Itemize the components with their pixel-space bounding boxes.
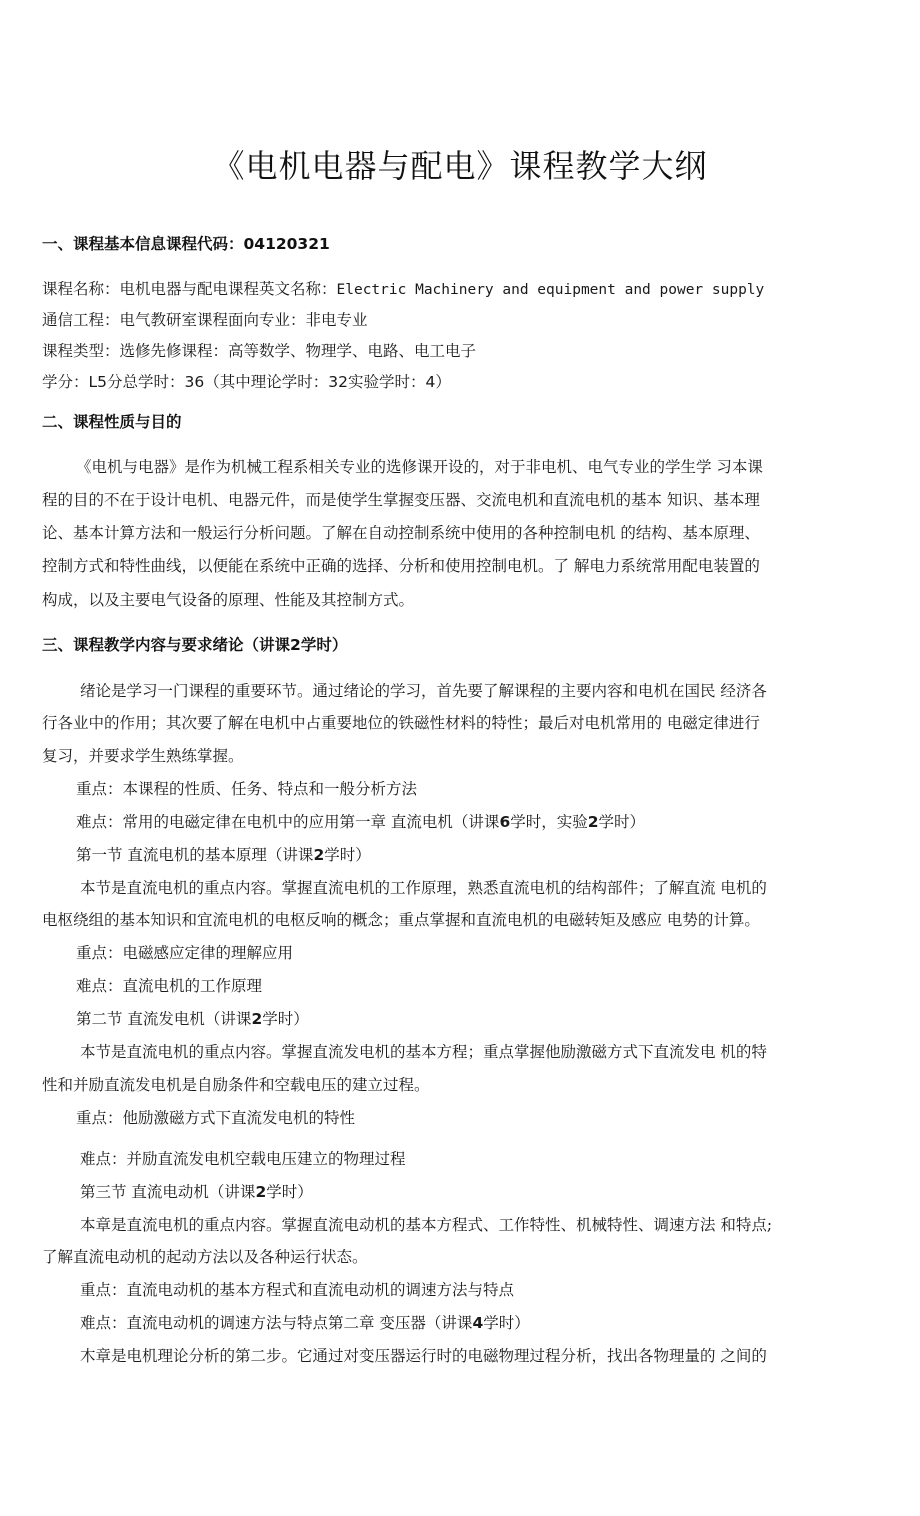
intro-key-point: 重点：本课程的性质、任务、特点和一般分析方法	[76, 780, 418, 798]
total-hours-label: 分总学时：	[107, 373, 185, 391]
subsection-body-line: 电枢绕组的基本知识和宜流电机的电枢反响的概念；重点掌握和直流电机的电磁转矩及感应 电势的计算。	[42, 911, 760, 929]
credits-label: 学分：	[42, 373, 89, 391]
chapter2-body-line: 木章是电机理论分析的第二步。它通过对变压器运行时的电磁物理过程分析，找出各物理量的 之间的	[80, 1347, 767, 1365]
subsection-body-line: 本节是直流电机的重点内容。掌握直流电机的工作原理，熟悉直流电机的结构部件；了解直流 电机的	[80, 879, 767, 897]
section3-heading-suffix: 学时）	[300, 636, 348, 654]
subsection-body-line: 性和并励直流发电机是自励条件和空载电压的建立过程。	[42, 1076, 430, 1094]
subsection-title-text: 第二节 直流发电机（讲课	[76, 1010, 252, 1028]
intro-para-line: 绪论是学习一门课程的重要环节。通过绪论的学习，首先要了解课程的主要内容和电机在国民 经济各	[80, 682, 767, 700]
lab-hours-value: 4	[425, 373, 436, 391]
section2-heading: 二、课程性质与目的	[42, 413, 182, 431]
section1-heading: 一、课程基本信息课程代码：04120321	[42, 235, 330, 253]
subsection-body-line: 本节是直流电机的重点内容。掌握直流发电机的基本方程；重点掌握他励激磁方式下直流发电 机的特	[80, 1043, 767, 1061]
lab-hours: 2	[587, 813, 599, 831]
department-line: 通信工程：电气教研室课程面向专业：非电专业	[42, 311, 368, 329]
lab-hours-label: 实验学时：	[348, 373, 426, 391]
subsection-hours: 2	[313, 846, 325, 864]
section2-para-line: 控制方式和特性曲线，以便能在系统中正确的选择、分析和使用控制电机。了 解电力系统常用配电装置的	[42, 557, 760, 575]
subsection-difficulty	[80, 1311, 530, 1335]
section3-heading-hours: 2	[290, 636, 301, 654]
section2-para-line: 《电机与电器》是作为机械工程系相关专业的选修课开设的，对于非电机、电气专业的学生学 习本课	[76, 458, 763, 476]
subsection-difficulty-suffix: 学时）	[483, 1314, 530, 1332]
intro-difficulty	[76, 810, 645, 834]
subsection-body-line: 本章是直流电机的重点内容。掌握直流电动机的基本方程式、工作特性、机械特性、调速方法 和特点;	[80, 1216, 773, 1234]
theory-hours-value: 32	[328, 373, 349, 391]
intro-para-line: 复习，并要求学生熟练掌握。	[42, 747, 244, 765]
course-name-label: 课程名称：电机电器与配电课程英文名称：	[42, 280, 337, 298]
subsection-key-point: 重点：他励激磁方式下直流发电机的特性	[76, 1109, 356, 1127]
theory-hours-label: （其中理论学时：	[204, 373, 329, 391]
subsection-title-suffix: 学时）	[266, 1183, 313, 1201]
total-hours-value: 36	[184, 373, 205, 391]
subsection-title	[76, 843, 371, 867]
subsection-key-point: 重点：电磁感应定律的理解应用	[76, 944, 294, 962]
subsection-title-suffix: 学时）	[324, 846, 371, 864]
credits-value: L5	[88, 373, 108, 391]
subsection-title-suffix: 学时）	[262, 1010, 309, 1028]
subsection-difficulty: 难点：并励直流发电机空载电压建立的物理过程	[80, 1150, 406, 1168]
subsection-difficulty: 难点：直流电机的工作原理	[76, 977, 263, 995]
subsection-difficulty-text: 难点：直流电动机的调速方法与特点第二章 变压器（讲课	[80, 1314, 473, 1332]
subsection-body-line: 了解直流电动机的起动方法以及各种运行状态。	[42, 1248, 368, 1266]
intro-difficulty-mid: 学时，实验	[510, 813, 588, 831]
credits-line-suffix: ）	[435, 373, 451, 391]
chapter2-hours: 4	[472, 1314, 484, 1332]
section2-para-line: 程的目的不在于设计电机、电器元件，而是使学生掌握变压器、交流电机和直流电机的基本 知识、基本理	[42, 491, 760, 509]
intro-difficulty-suffix: 学时）	[598, 813, 646, 831]
subsection-title-text: 第一节 直流电机的基本原理（讲课	[76, 846, 314, 864]
intro-difficulty-text: 难点：常用的电磁定律在电机中的应用第一章 直流电机（讲课	[76, 813, 500, 831]
course-type-line: 课程类型：选修先修课程：高等数学、物理学、电路、电工电子	[42, 342, 477, 360]
lecture-hours: 6	[499, 813, 511, 831]
section3-heading-text: 三、课程教学内容与要求绪论（讲课	[42, 636, 291, 654]
credits-line	[42, 370, 451, 394]
intro-para-line: 行各业中的作用；其次要了解在电机中占重要地位的铁磁性材料的特性；最后对电机常用的 电磁定律进行	[42, 714, 760, 732]
section2-para-line: 构成，以及主要电气设备的原理、性能及其控制方式。	[42, 591, 415, 609]
course-name-line	[42, 277, 764, 302]
section2-para-line: 论、基本计算方法和一般运行分析问题。了解在自动控制系统中使用的各种控制电机 的结构、基本原理、	[42, 524, 760, 542]
subsection-hours: 2	[255, 1183, 267, 1201]
subsection-title-text: 第三节 直流电动机（讲课	[80, 1183, 256, 1201]
document-title: 《电机电器与配电》课程教学大纲	[212, 147, 708, 185]
subsection-title	[76, 1007, 309, 1031]
section3-heading	[42, 633, 347, 657]
subsection-title	[80, 1180, 313, 1204]
course-english-name: Electric Machinery and equipment and power supply	[336, 282, 765, 298]
subsection-key-point: 重点：直流电动机的基本方程式和直流电动机的调速方法与特点	[80, 1281, 515, 1299]
subsection-hours: 2	[251, 1010, 263, 1028]
